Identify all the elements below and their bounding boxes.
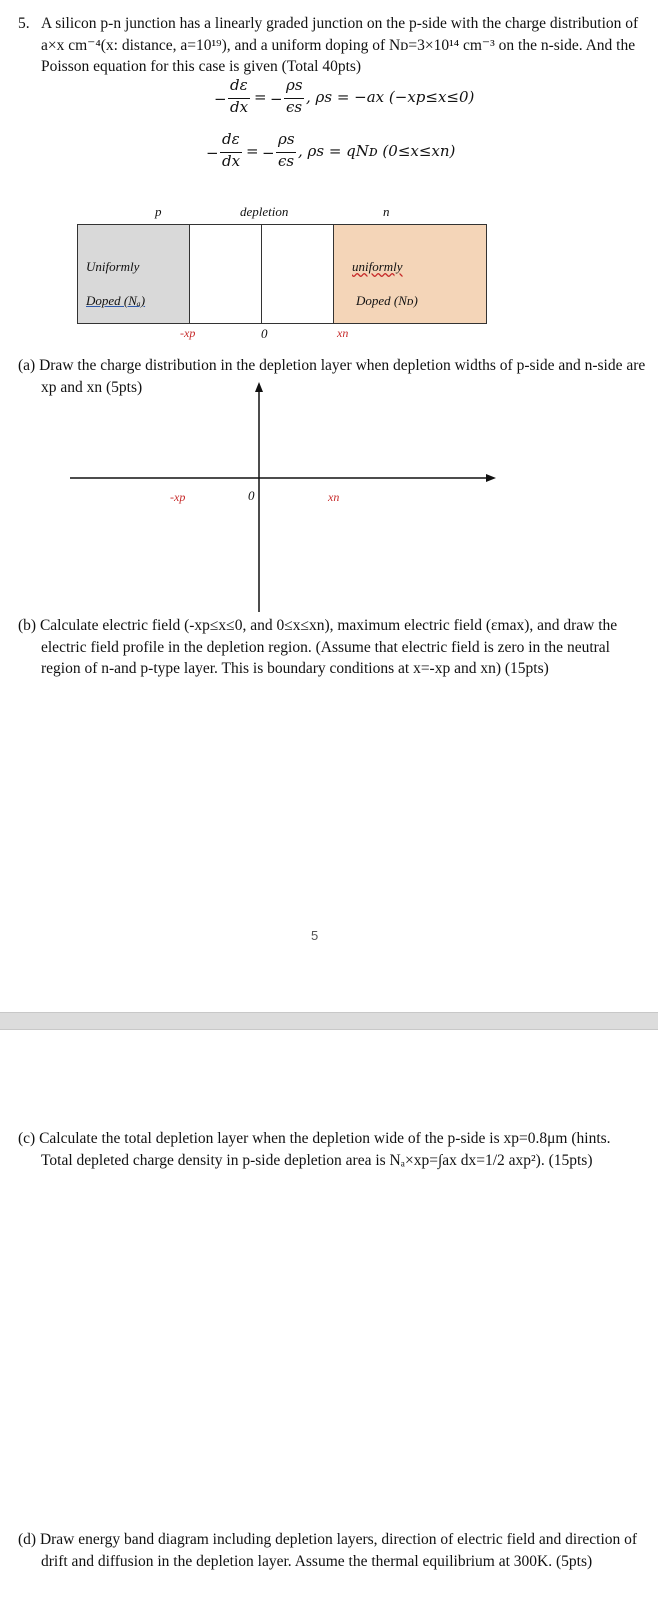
part-a-line-2: xp and xn (5pts) bbox=[41, 379, 143, 396]
question-line-1: A silicon p-n junction has a linearly graded junction on the p-side with the charge distribution of bbox=[41, 15, 639, 32]
part-b-line-3: region of n-and p-type layer. This is boundary conditions at x=-xp and xn) (15pts) bbox=[41, 660, 549, 677]
p-region-box bbox=[77, 224, 190, 324]
part-b-line-1: (b) Calculate electric field (-xp≤x≤0, and 0≤x≤xn), maximum electric field (εmax), and draw the bbox=[18, 617, 618, 634]
n-region-label-1: uniformly bbox=[352, 259, 403, 274]
label-p-side: p bbox=[155, 204, 162, 219]
junction-tick-zero: 0 bbox=[261, 326, 268, 341]
p-region-label-1: Uniformly bbox=[86, 259, 140, 274]
part-a-line-1: (a) Draw the charge distribution in the depletion layer when depletion widths of p-side and n-side are bbox=[18, 357, 646, 374]
label-depletion: depletion bbox=[240, 204, 289, 219]
part-c-line-2: Total depleted charge density in p-side depletion area is Nₐ×xp=∫ax dx=1/2 axp²). (15pts) bbox=[41, 1152, 593, 1169]
p-region-label-2: Doped (Nₐ) bbox=[86, 293, 146, 308]
page-number: 5 bbox=[311, 928, 319, 943]
depletion-left-box bbox=[189, 224, 262, 324]
depletion-right-box bbox=[261, 224, 334, 324]
part-c-line-1: (c) Calculate the total depletion layer when the depletion wide of the p-side is xp=0.8μm (hints. bbox=[18, 1130, 611, 1147]
axis-tick-zero: 0 bbox=[248, 488, 255, 503]
n-region-label-2: Doped (Nᴅ) bbox=[356, 293, 418, 308]
axis-tick-neg-xp: -xp bbox=[170, 490, 186, 504]
part-d-line-1: (d) Draw energy band diagram including depletion layers, direction of electric field and direction of bbox=[18, 1531, 638, 1548]
x-axis-arrowhead bbox=[486, 474, 496, 482]
junction-tick-xn: xn bbox=[337, 326, 349, 340]
label-n-side: n bbox=[383, 204, 390, 219]
part-b-line-2: electric field profile in the depletion region. (Assume that electric field is zero in the neutral bbox=[41, 639, 610, 656]
y-axis-arrowhead bbox=[255, 382, 263, 392]
question-number: 5. bbox=[18, 15, 30, 32]
part-d-line-2: drift and diffusion in the depletion layer. Assume the thermal equilibrium at 300K. (5pts) bbox=[41, 1553, 593, 1570]
axis-tick-xn: xn bbox=[328, 490, 340, 504]
page-break bbox=[0, 1012, 658, 1030]
n-region-box bbox=[333, 224, 487, 324]
question-line-2: a×x cm⁻⁴(x: distance, a=10¹⁹), and a uniform doping of Nᴅ=3×10¹⁴ cm⁻³ on the n-side. And the bbox=[41, 37, 636, 54]
junction-tick-neg-xp: -xp bbox=[180, 326, 196, 340]
question-line-3: Poisson equation for this case is given (Total 40pts) bbox=[41, 58, 362, 75]
